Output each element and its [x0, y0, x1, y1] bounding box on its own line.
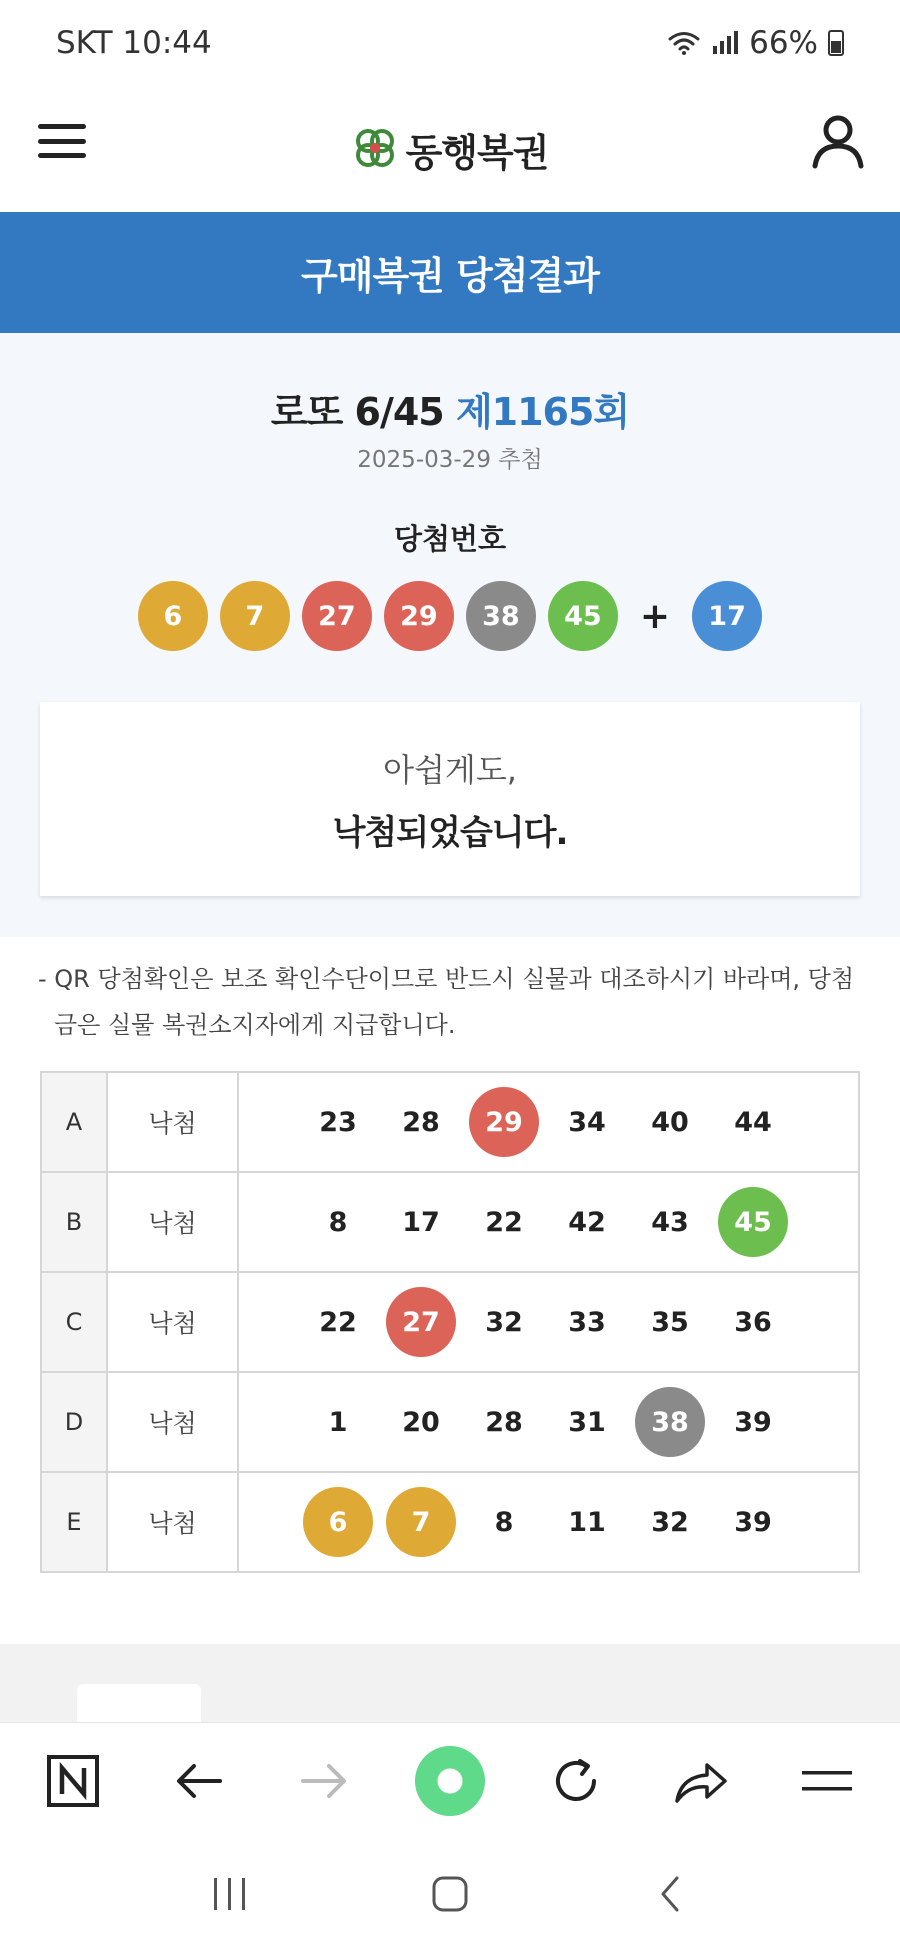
- game-id: D: [41, 1372, 107, 1472]
- game-number: 31: [568, 1406, 606, 1438]
- game-number: 7: [386, 1487, 456, 1557]
- table-row: [41, 1072, 859, 1172]
- status-bar: [0, 0, 900, 86]
- game-id: A: [41, 1072, 107, 1172]
- game-number: 1: [328, 1406, 348, 1438]
- game-numbers-cell: [238, 1472, 859, 1572]
- game-number: 22: [485, 1206, 523, 1238]
- qr-notice: - QR 당첨확인은 보조 확인수단이므로 반드시 실물과 대조하시기 바라며, 당첨금은 실물 복권소지자에게 지급합니다.: [38, 965, 855, 1039]
- game-name: 로또 6/45: [270, 390, 444, 434]
- battery-icon: [828, 30, 844, 56]
- clover-logo-icon: [352, 127, 398, 171]
- game-number: 8: [494, 1506, 514, 1538]
- game-status: 낙첨: [107, 1472, 238, 1572]
- game-status: 낙첨: [107, 1072, 238, 1172]
- game-number: 8: [328, 1206, 348, 1238]
- game-numbers-cell: [238, 1172, 859, 1272]
- game-number: 34: [568, 1106, 606, 1138]
- game-status: 낙첨: [107, 1172, 238, 1272]
- game-number: 17: [402, 1206, 440, 1238]
- winning-ball: 29: [384, 581, 454, 651]
- game-number: 35: [651, 1306, 689, 1338]
- game-status: 낙첨: [107, 1272, 238, 1372]
- game-numbers: [239, 1287, 858, 1357]
- share-icon[interactable]: [661, 1741, 741, 1821]
- wifi-icon: [667, 30, 701, 56]
- site-logo[interactable]: [352, 122, 549, 177]
- draw-date: 2025-03-29 추첨: [357, 447, 543, 473]
- bonus-plus: +: [639, 595, 671, 637]
- winning-ball: 6: [138, 581, 208, 651]
- game-number: 32: [485, 1306, 523, 1338]
- result-message-card: [40, 702, 860, 896]
- signal-icon: [711, 30, 739, 56]
- game-id: E: [41, 1472, 107, 1572]
- game-number: 28: [485, 1406, 523, 1438]
- game-number: 27: [386, 1287, 456, 1357]
- table-row: [41, 1272, 859, 1372]
- table-row: [41, 1372, 859, 1472]
- game-number: 43: [651, 1206, 689, 1238]
- game-number: 40: [651, 1106, 689, 1138]
- user-icon[interactable]: [810, 112, 866, 170]
- bonus-ball: 17: [692, 581, 762, 651]
- table-row: [41, 1172, 859, 1272]
- game-numbers-cell: [238, 1072, 859, 1172]
- footer-peek: [0, 1644, 900, 1724]
- game-numbers: [239, 1187, 858, 1257]
- hamburger-menu-icon[interactable]: [38, 118, 86, 164]
- logo-text: 동행복권: [405, 130, 549, 175]
- game-number: 39: [734, 1406, 772, 1438]
- game-number: 44: [734, 1106, 772, 1138]
- game-number: 32: [651, 1506, 689, 1538]
- browser-menu-icon[interactable]: [787, 1741, 867, 1821]
- draw-title: [0, 381, 900, 436]
- result-message-line2: 낙첨되었습니다.: [332, 812, 568, 853]
- refresh-icon[interactable]: [536, 1741, 616, 1821]
- winning-ball: 38: [466, 581, 536, 651]
- game-numbers: [239, 1087, 858, 1157]
- game-number: 33: [568, 1306, 606, 1338]
- winning-numbers-label: 당첨번호: [393, 522, 507, 556]
- winning-ball: 27: [302, 581, 372, 651]
- game-number: 22: [319, 1306, 357, 1338]
- game-number: 28: [402, 1106, 440, 1138]
- game-number: 42: [568, 1206, 606, 1238]
- result-message-line1: 아쉽게도,: [383, 750, 517, 789]
- game-number: 11: [568, 1506, 606, 1538]
- battery-percent: 66%: [749, 25, 818, 61]
- game-number: 29: [469, 1087, 539, 1157]
- site-header: [0, 86, 900, 212]
- system-navigation-bar: [0, 1838, 900, 1950]
- draw-result-area: [0, 333, 900, 937]
- carrier-time: SKT 10:44: [56, 25, 212, 61]
- game-id: B: [41, 1172, 107, 1272]
- game-numbers: [239, 1387, 858, 1457]
- game-status: 낙첨: [107, 1372, 238, 1472]
- game-numbers: [239, 1487, 858, 1557]
- back-arrow-icon[interactable]: [159, 1741, 239, 1821]
- game-number: 38: [635, 1387, 705, 1457]
- home-orb-icon[interactable]: [410, 1741, 490, 1821]
- browser-toolbar: [0, 1722, 900, 1838]
- winning-balls: [0, 581, 900, 651]
- table-row: [41, 1472, 859, 1572]
- winning-ball: 45: [548, 581, 618, 651]
- forward-arrow-icon[interactable]: [284, 1741, 364, 1821]
- game-numbers-cell: [238, 1272, 859, 1372]
- game-numbers-cell: [238, 1372, 859, 1472]
- game-number: 23: [319, 1106, 357, 1138]
- game-number: 6: [303, 1487, 373, 1557]
- home-icon[interactable]: [410, 1864, 490, 1924]
- game-number: 45: [718, 1187, 788, 1257]
- recent-apps-icon[interactable]: [190, 1864, 270, 1924]
- draw-round: 제1165회: [455, 390, 630, 434]
- winning-ball: 7: [220, 581, 290, 651]
- game-id: C: [41, 1272, 107, 1372]
- game-number: 36: [734, 1306, 772, 1338]
- back-icon[interactable]: [630, 1864, 710, 1924]
- ticket-games-table: [40, 1071, 860, 1573]
- page-title: 구매복권 당첨결과: [301, 254, 599, 298]
- naver-n-icon[interactable]: [33, 1741, 113, 1821]
- page-title-band: [0, 212, 900, 333]
- status-icons: [667, 25, 844, 61]
- game-number: 39: [734, 1506, 772, 1538]
- game-number: 20: [402, 1406, 440, 1438]
